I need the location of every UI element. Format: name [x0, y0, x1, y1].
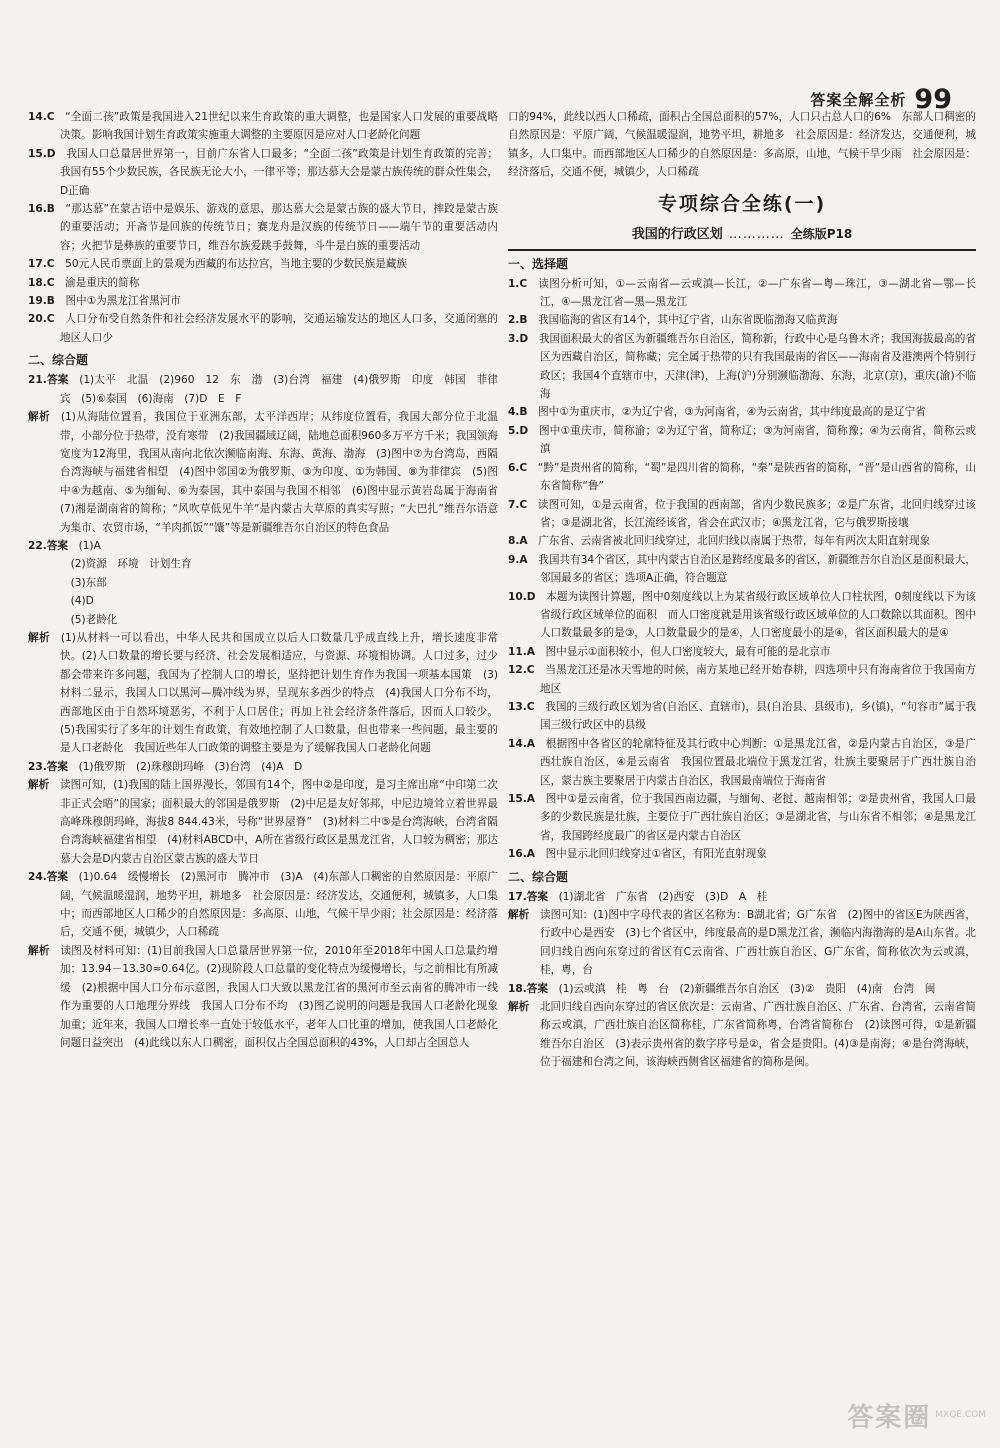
answer-number: 15.D	[28, 147, 56, 160]
answer-text: (3)东部	[70, 576, 107, 589]
divider	[508, 249, 976, 251]
right-choice-list	[508, 275, 976, 864]
answer-entry	[28, 292, 498, 310]
answer-number: 16.A	[508, 848, 535, 861]
answer-entry	[28, 758, 498, 776]
answer-entry	[508, 496, 976, 533]
answer-text: 我国的三级行政区划为省(自治区、直辖市)，县(自治县、县级市)，乡(镇)，“句容市”属于我国三级行政区中的县级	[540, 700, 976, 732]
leader-dots: …………	[728, 226, 785, 242]
special-title: 专项综合全练(一)	[657, 192, 827, 215]
answer-entry	[508, 906, 976, 980]
answer-entry	[28, 592, 498, 610]
left-column	[28, 108, 509, 1408]
answer-text: 当黑龙江还是冰天雪地的时候，南方某地已经开始春耕，四选项中只有海南省位于我国南方地区	[540, 664, 976, 695]
answer-text: 图中①是云南省，位于我国西南边疆，与缅甸、老挝、越南相邻；②是贵州省，我国人口最多的少数民族是壮族，主要位于广西壮族自治区；③是湖北省，与山东省不相邻；④是黑龙江省，我国跨经度最广的省区是内蒙古自治区	[540, 793, 976, 842]
watermark-text: 答案圈	[847, 1402, 932, 1433]
answer-entry	[28, 629, 498, 758]
page-number: 99	[914, 83, 952, 115]
answer-entry	[508, 698, 976, 735]
section-heading-comprehensive-right: 二、综合题	[508, 869, 569, 884]
answer-entry	[28, 200, 498, 255]
answer-text: 渝是重庆的简称	[65, 276, 140, 289]
answer-number: 解析	[508, 1001, 530, 1014]
answer-number: 6.C	[508, 461, 528, 474]
sub-title: 我国的行政区划	[631, 226, 723, 242]
answer-text: 读图可知：(1)图中字母代表的省区名称为：B湖北省；G广东省 (2)图中的省区E为陕西省，行政中心是西安 (3)七个省区中，纬度最高的是D黑龙江省，濒临内海渤海的是A山东省。北回归线自西向东穿过的省区有C云南省、广西壮族自治区、G广东省，简称依次为云或滇，桂，粤，台	[539, 909, 977, 977]
answer-text: (5)老龄化	[70, 613, 118, 626]
answer-entry	[28, 408, 509, 537]
answer-text: 图中显示①面积较小，但人口密度较大，最有可能的是北京市	[545, 645, 831, 658]
answer-number: 14.C	[28, 111, 55, 123]
answer-entry	[28, 574, 498, 592]
answer-number: 17.C	[28, 258, 55, 271]
answer-text: 图中①为黑龙江省黑河市	[65, 295, 181, 308]
answer-text: (1)从海陆位置看，我国位于亚洲东部，太平洋西岸；从纬度位置看，我国大部分位于北温带，小部分位于热带，没有寒带 (2)我国疆域辽阔，陆地总面积960多万平方千米；我国领海宽度为12海里，我国从南向北依次濒临南海、东海、黄海、渤海 (3)图中⑦为台湾岛，西隔台湾海峡与福建省相望 (4)图中邻国②为俄罗斯、③为印度、①为韩国、⑧为菲律宾 (5)图中④为越南、⑤为缅甸、⑥为泰国，其中泰国与我国不相邻 (6)图中显示黄岩岛属于海南省 (7)湘是湖南省的简称；“风吹草低见牛羊”是内蒙古大草原的真实写照；“大巴扎”维吾尔语意为集市、农贸市场，“羊肉抓饭”“馕”等是新疆维吾尔自治区的特色食品	[60, 411, 509, 534]
left-choice-list	[28, 108, 498, 347]
answer-entry	[508, 998, 976, 1072]
answer-entry	[508, 330, 976, 404]
watermark-url: MXQE.COM	[935, 1410, 986, 1420]
answer-text: (1)A	[78, 539, 101, 552]
answer-entry	[508, 532, 976, 550]
header-title: 答案全解全析	[810, 90, 907, 109]
answer-entry	[28, 776, 498, 868]
answer-number: 解析	[508, 909, 530, 922]
answer-number: 4.B	[508, 406, 528, 419]
answer-text: 50元人民币票面上的景观为西藏的布达拉宫，当地主要的少数民族是藏族	[65, 258, 408, 271]
practice-reference: 全练版P18	[790, 226, 853, 241]
answer-number: 13.C	[508, 700, 535, 713]
section-heading-choice: 一、选择题	[508, 256, 569, 271]
answer-entry	[508, 459, 976, 496]
answer-entry	[508, 980, 976, 998]
answer-number: 11.A	[508, 645, 535, 658]
sub-title-row	[508, 224, 976, 245]
answer-number: 21.答案	[28, 374, 69, 387]
answer-entry	[28, 274, 498, 292]
answer-text: 读图及材料可知：(1)目前我国人口总量居世界第一位，2010年至2018年中国人口总量约增加：13.94－13.30≈0.64亿。(2)现阶段人口总量的变化特点为缓慢增长，与之前相比有所减缓 (2)根据中国人口分布示意图，我国人口大致以黑龙江省的黑河市至云南省的腾冲市一线作为重要的人口地理分界线 我国人口分布不均 (3)图乙说明的问题是我国人口老龄化现象加重；近年来，我国人口增长率一直处于较低水平，老年人口比重的增加，使我国人口老龄化问题日益突出 (4)此线以东人口稠密，面积仅占全国总面积的43%，人口却占全国总人	[60, 944, 498, 1049]
answer-number: 19.B	[28, 295, 55, 308]
answer-entry	[28, 310, 498, 347]
answer-entry	[28, 537, 498, 555]
answer-number: 2.B	[508, 314, 528, 327]
answer-number: 8.A	[508, 535, 528, 548]
answer-number: 23.答案	[28, 760, 68, 773]
answer-text: 图中显示北回归线穿过①省区，有阳光直射现象	[545, 848, 767, 861]
answer-number: 解析	[28, 779, 50, 792]
answer-text: 广东省、云南省被北回归线穿过，北回归线以南属于热带，每年有两次太阳直射现象	[538, 535, 931, 548]
answer-text: 我国面积最大的省区为新疆维吾尔自治区，简称新，行政中心是乌鲁木齐；我国海拔最高的省区为西藏自治区，简称藏；完全属于热带的只有我国最南的省区——海南省及港澳两个特别行政区；我国4个直辖市中，天津(津)，上海(沪)分别濒临渤海、东海，北京(京)，重庆(渝)不临海	[538, 332, 976, 401]
answer-number: 解析	[28, 944, 50, 957]
section-heading-comprehensive: 二、综合题	[28, 353, 89, 368]
answer-text: 根据图中各省区的轮廓特征及其行政中心判断：①是黑龙江省，②是内蒙古自治区，③是广西壮族自治区，④是云南省 我国位置最北端位于黑龙江省，壮族主要聚居于广西壮族自治区，蒙古族主要聚居于内蒙古自治区，我国最南端位于海南省	[540, 737, 976, 787]
answer-number: 16.B	[28, 203, 55, 216]
answer-number: 10.D	[508, 590, 536, 603]
answer-text: “全面二孩”政策是我国进入21世纪以来生育政策的重大调整，也是国家人口发展的重要战略决策。影响我国计划生育政策实施重大调整的主要原因是应对人口老龄化问题	[60, 111, 498, 142]
answer-entry	[508, 661, 976, 698]
answer-text: (4)D	[70, 595, 94, 608]
answer-number: 9.A	[508, 553, 528, 566]
answer-text: 我国人口总量居世界第一，目前广东省人口最多；“全面二孩”政策是计划生育政策的完善；我国有55个少数民族，各民族无论大小，一律平等；那达慕大会是蒙古族传统的群众性集会，D正确	[60, 147, 498, 197]
answer-text: (1)云或滇 桂 粤 台 (2)新疆维吾尔自治区 (3)② 贵阳 (4)南 台湾 闽	[558, 982, 936, 995]
answer-text: 我国临海的省区有14个，其中辽宁省，山东省既临渤海又临黄海	[538, 314, 838, 327]
answer-text: (1)湖北省 广东省 (2)西安 (3)D A 桂	[558, 890, 768, 903]
answer-text: “黔”是贵州省的简称，“蜀”是四川省的简称，“秦”是陕西省的简称，“晋”是山西省的简称，山东省简称“鲁”	[537, 461, 976, 493]
answer-entry	[28, 611, 498, 629]
answer-text: (1)太平 北温 (2)960 12 东 渤 (3)台湾 福建 (4)俄罗斯 印度 韩国 菲律宾 (5)⑥泰国 (6)海南 (7)D E F	[60, 374, 498, 405]
answer-text: 本题为读图计算题，图中0刻度线以上为某省级行政区域单位人口柱状图，0刻度线以下为该省级行政区域单位的面积 而人口密度就是用该省级行政区域单位的人口数除以其面积。图中人口数量最多的是③，人口数量最少的是④，人口密度最小的是④，省区面积最大的是④	[540, 590, 976, 640]
answer-entry	[508, 551, 976, 588]
answer-number: 17.答案	[508, 890, 548, 903]
answer-entry	[508, 403, 976, 421]
answer-number: 解析	[28, 631, 51, 644]
answer-text: 北回归线自西向东穿过的省区依次是：云南省、广西壮族自治区、广东省、台湾省，云南省简称云或滇，广西壮族自治区简称桂，广东省简称粤，台湾省简称台 (2)读图可得，①是新疆维吾尔自治区 (3)表示贵州省的数字序号是②，省会是贵阳。(4)③是南海；④是台湾海峡，位于福建和台湾之间，该海峡西侧省区福建省的简称是闽。	[539, 1001, 977, 1069]
answer-entry	[508, 845, 976, 863]
answer-number: 22.答案	[28, 539, 68, 552]
answer-entry	[508, 588, 976, 643]
answer-entry	[508, 888, 976, 906]
answer-text: 读图可知，(1)我国的陆上国界漫长，邻国有14个，图中②是印度，是习主席出席“中印第二次非正式会晤”的国家；面积最大的邻国是俄罗斯 (2)中尼是友好邻邦，中尼边境耸立着世界最高峰珠穆朗玛峰，海拔8 844.43米，号称“世界屋脊” (3)材料二中⑤是台湾海峡，台湾省隔台湾海峡福建省相望 (4)材料ABCD中，A所在省级行政区是黑龙江省，人口较为稠密；那达慕大会是D内蒙古自治区蒙古族的盛大节日	[59, 779, 499, 865]
answer-text: (2)资源 环境 计划生育	[70, 558, 192, 571]
answer-entry	[508, 643, 976, 661]
answer-text: 图中①重庆市，简称渝；②为辽宁省，简称辽；③为河南省，简称豫；④为云南省，简称云或滇	[538, 424, 976, 456]
answer-number: 1.C	[508, 277, 528, 290]
answer-text: (1)从材料一可以看出，中华人民共和国成立以后人口数量几乎成直线上升，增长速度非常快。(2)人口数量的增长要与经济、社会发展相适应，与资源、环境相协调。人口过多，过少都会带来许多问题，我国为了控制人口的增长，坚持把计划生育作为我国一项基本国策 (3)材料二显示，我国人口以黑河—腾冲线为界，呈现东多西少的特点 (4)我国人口分布不均，西部地区由于自然环境恶劣，不利于人口居住；再加上社会经济条件落后，因而人口较少。(5)我国实行了多年的计划生育政策，有效地控制了人口数量，但也带来一些问题，最主要的是人口老龄化 我国近些年人口政策的调整主要是为了缓解我国人口老龄化问题	[60, 631, 499, 755]
answer-entry	[28, 868, 498, 942]
answer-entry	[508, 790, 976, 845]
answer-entry	[28, 108, 498, 145]
answer-text: (1)0.64 缓慢增长 (2)黑河市 腾冲市 (3)A (4)东部人口稠密的自然原因是：平原广阔，气候温暖湿润，地势平坦，耕地多 社会原因是：经济发达，交通便利，城镇多，人口集中；而西部地区人口稀少的自然原因是：多高原、山地，气候干旱少雨；社会原因是：经济落后，交通不便，城镇少，人口稀疏	[60, 871, 498, 939]
answer-entry	[28, 145, 498, 200]
answer-text: 图中①为重庆市，②为辽宁省，③为河南省，④为云南省，其中纬度最高的是辽宁省	[538, 406, 926, 419]
left-comprehensive-list	[28, 371, 509, 1052]
answer-text: (1)俄罗斯 (2)珠穆朗玛峰 (3)台湾 (4)A D	[78, 760, 303, 773]
watermark-logo	[786, 1392, 986, 1438]
answer-entry	[508, 735, 976, 790]
answer-entry	[28, 555, 498, 573]
answer-entry	[508, 311, 976, 329]
answer-number: 12.C	[508, 664, 535, 677]
answer-number: 解析	[28, 411, 51, 424]
answer-text: “那达慕”在蒙古语中是娱乐、游戏的意思，那达慕大会是蒙古族的盛大节日，摔跤是蒙古族的重要活动；开斋节是回族的传统节日；赛龙舟是汉族的传统节日——端午节的重要活动内容；火把节是彝族的重要节日，维吾尔族爱跳手鼓舞，斗牛是白族的重要活动	[60, 203, 498, 252]
answer-number: 18.C	[28, 276, 55, 289]
answer-entry	[508, 422, 976, 459]
right-comprehensive-list	[508, 888, 976, 1072]
right-column	[508, 108, 976, 1408]
answer-number: 5.D	[508, 424, 529, 437]
answer-number: 15.A	[508, 793, 535, 805]
answer-number: 24.答案	[28, 871, 68, 884]
answer-number: 7.C	[508, 498, 528, 511]
answer-number: 18.答案	[508, 982, 548, 995]
continued-text: 口的94%，此线以西人口稀疏，面积占全国总面积的57%，人口只占总人口的6% 东部人口稠密的自然原因是：平原广阔，气候温暖湿润，地势平坦，耕地多 社会原因是：经济发达，交通便利，城镇多，人口集中。而西部地区人口稀少的自然原因是：多高原，山地，气候干旱少雨 社会原因是：经济落后，交通不便，城镇少，人口稀疏	[508, 111, 976, 179]
answer-entry	[28, 255, 498, 273]
answer-number: 3.D	[508, 332, 529, 345]
answer-entry	[508, 275, 976, 312]
answer-entry	[28, 942, 498, 1052]
answer-number: 14.A	[508, 737, 535, 750]
answer-number: 20.C	[28, 313, 55, 326]
answer-text: 我国共有34个省区，其中内蒙古自治区是跨经度最多的省区，新疆维吾尔自治区是面积最大，邻国最多的省区；选项A正确，符合题意	[538, 553, 976, 585]
answer-text: 读图分析可知，①—云南省—云或滇—长江，②—广东省—粤—珠江，③—湖北省—鄂—长江，④—黑龙江省—黑—黑龙江	[537, 277, 976, 309]
answer-entry	[28, 371, 498, 408]
answer-text: 人口分布受自然条件和社会经济发展水平的影响，交通运输发达的地区人口多，交通闭塞的地区人口少	[60, 313, 498, 344]
answer-text: 读图可知，①是云南省，位于我国的西南部，省内少数民族多；②是广东省，北回归线穿过该省；③是湖北省，长江流经该省，省会在武汉市；④黑龙江省，它与俄罗斯接壤	[537, 498, 976, 529]
